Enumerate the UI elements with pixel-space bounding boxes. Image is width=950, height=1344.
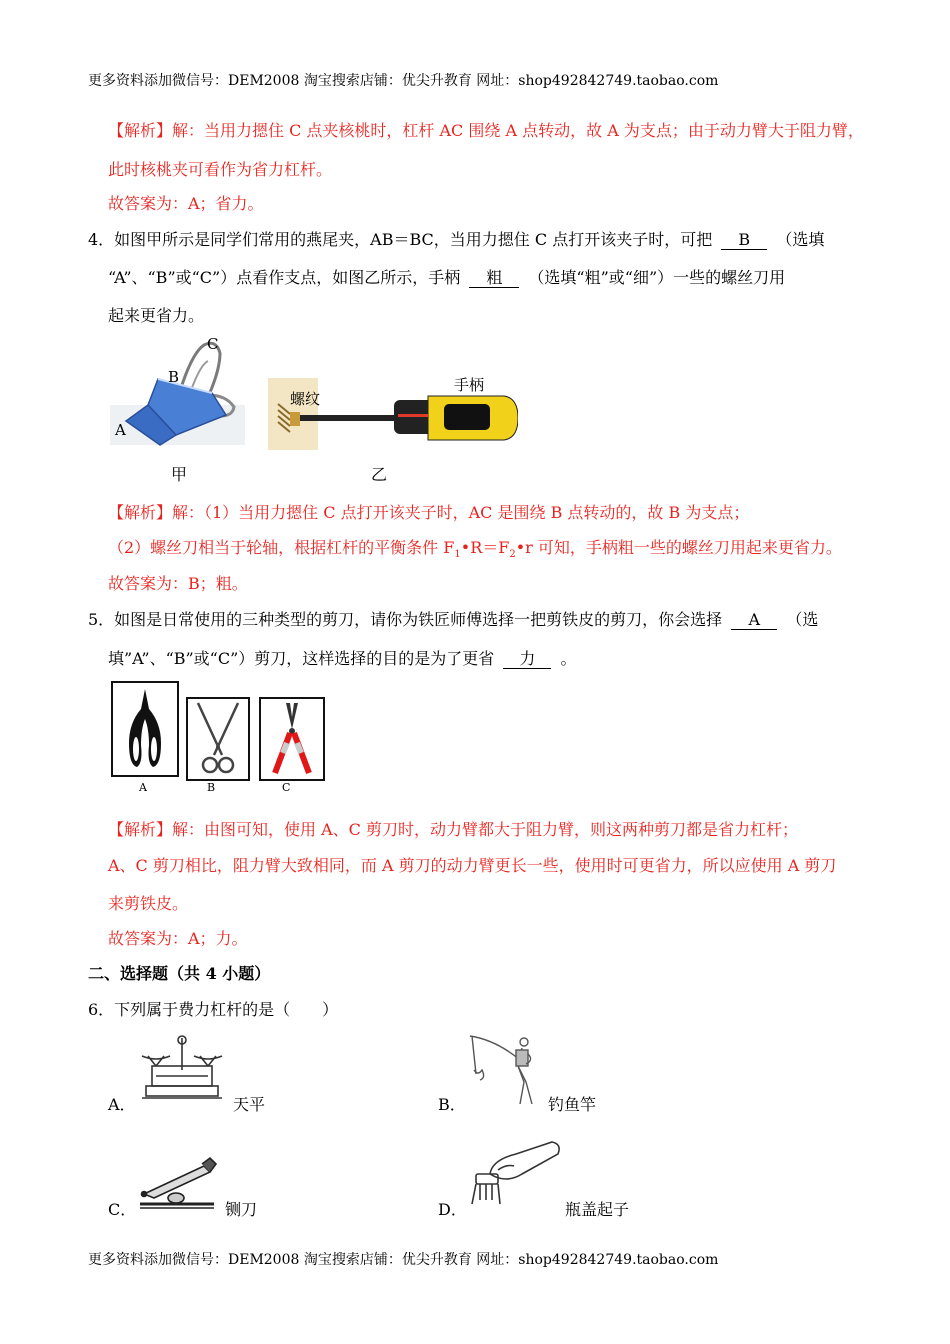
q3-analysis-line1: 【解析】解：当用力摁住 C 点夹核桃时，杠杆 AC 围绕 A 点转动，故 A 为支点；由于动力臂大于阻力臂， (108, 121, 864, 140)
q4-stem-line1 (88, 227, 824, 250)
q4-answer: 故答案为：B；粗。 (108, 574, 248, 593)
sub-2: 2 (509, 549, 516, 561)
q4-line1-post: （选填 (776, 230, 825, 249)
handle-label: 手柄 (454, 376, 485, 394)
screwdriver-figure (268, 370, 518, 455)
option-c-letter[interactable]: C． (108, 1200, 137, 1219)
q5-blank2: 力 (503, 650, 551, 669)
scissors-a-figure (111, 681, 179, 777)
option-c-text: 铡刀 (225, 1200, 258, 1219)
guillotine-figure (136, 1150, 220, 1215)
q4-blank1: B (721, 231, 767, 250)
q5-stem-line2 (108, 646, 577, 669)
q4-line1-pre: 4．如图甲所示是同学们常用的燕尾夹，AB＝BC，当用力摁住 C 点打开该夹子时，可把 (88, 230, 713, 249)
option-b-text: 钓鱼竿 (548, 1095, 597, 1114)
option-b-letter[interactable]: B． (438, 1095, 466, 1114)
q5-line2-pre: 填”A”、“B”或“C”）剪刀，这样选择的目的是为了更省 (108, 649, 495, 668)
thread-label: 螺纹 (290, 390, 321, 408)
q4-analysis-line1: 【解析】解：（1）当用力摁住 C 点打开该夹子时，AC 是围绕 B 点转动的，故 B 为支点； (108, 503, 750, 522)
bottle-opener-figure (466, 1138, 564, 1216)
q5-line2-post: 。 (560, 649, 577, 668)
q4-analysis-line2-mid: •R＝F (460, 538, 510, 557)
binder-clip-figure (108, 335, 248, 450)
clip-label-a: A (115, 421, 126, 439)
scissors-caption-a: A (139, 781, 147, 794)
fishing-rod-figure (466, 1030, 544, 1110)
sub-1: 1 (454, 549, 461, 561)
section2-title: 二、选择题（共 4 小题） (88, 964, 271, 983)
q4-analysis-line2-pre: （2）螺丝刀相当于轮轴，根据杠杆的平衡条件 F (108, 538, 455, 557)
scissors-c-figure (259, 697, 325, 781)
q5-analysis-line1: 【解析】解：由图可知，使用 A、C 剪刀时，动力臂都大于阻力臂，则这两种剪刀都是省力杠杆； (108, 820, 798, 839)
q4-stem-line2 (108, 265, 785, 288)
scissors-caption-c: C (282, 781, 291, 794)
clip-label-c: C (207, 335, 219, 353)
q5-stem-line1 (88, 607, 818, 630)
q4-line2-post: （选填“粗”或“细”）一些的螺丝刀用 (528, 268, 786, 287)
q5-line1-pre: 5．如图是日常使用的三种类型的剪刀，请你为铁匠师傅选择一把剪铁皮的剪刀，你会选择 (88, 610, 723, 629)
q3-analysis-line2: 此时核桃夹可看作为省力杠杆。 (108, 160, 333, 179)
option-d-text: 瓶盖起子 (565, 1200, 630, 1219)
balance-scale-figure (138, 1030, 226, 1105)
q4-blank2: 粗 (469, 269, 519, 288)
option-a-text: 天平 (233, 1095, 266, 1114)
scissors-caption-b: B (207, 781, 216, 794)
q5-blank1: A (731, 611, 777, 630)
q4-analysis-line2 (108, 535, 842, 560)
q4-analysis-line2-post: •r 可知，手柄粗一些的螺丝刀用起来更省力。 (515, 538, 842, 557)
page-footer: 更多资料添加微信号：DEM2008 淘宝搜索店铺：优尖升教育 网址：shop492842749.taobao.com (88, 1252, 719, 1268)
clip-label-b: B (168, 368, 180, 386)
q6-stem: 6．下列属于费力杠杆的是（ ） (88, 1000, 339, 1019)
figure-caption-yi: 乙 (371, 465, 388, 484)
option-d-letter[interactable]: D． (438, 1200, 467, 1219)
option-a-letter[interactable]: A． (108, 1095, 136, 1114)
q5-answer: 故答案为：A；力。 (108, 929, 248, 948)
q5-analysis-line2: A、C 剪刀相比，阻力臂大致相同，而 A 剪刀的动力臂更长一些，使用时可更省力，所以应使用 A 剪刀 (108, 856, 837, 875)
q5-line1-post: （选 (786, 610, 819, 629)
q5-analysis-line3: 来剪铁皮。 (108, 894, 189, 913)
q4-line2-pre: “A”、“B”或“C”）点看作支点，如图乙所示，手柄 (108, 268, 461, 287)
figure-caption-jia: 甲 (171, 465, 188, 484)
q4-stem-line3: 起来更省力。 (108, 306, 205, 325)
page-header: 更多资料添加微信号：DEM2008 淘宝搜索店铺：优尖升教育 网址：shop492842749.taobao.com (88, 73, 719, 89)
q3-answer: 故答案为：A；省力。 (108, 194, 264, 213)
scissors-b-figure (186, 697, 250, 781)
